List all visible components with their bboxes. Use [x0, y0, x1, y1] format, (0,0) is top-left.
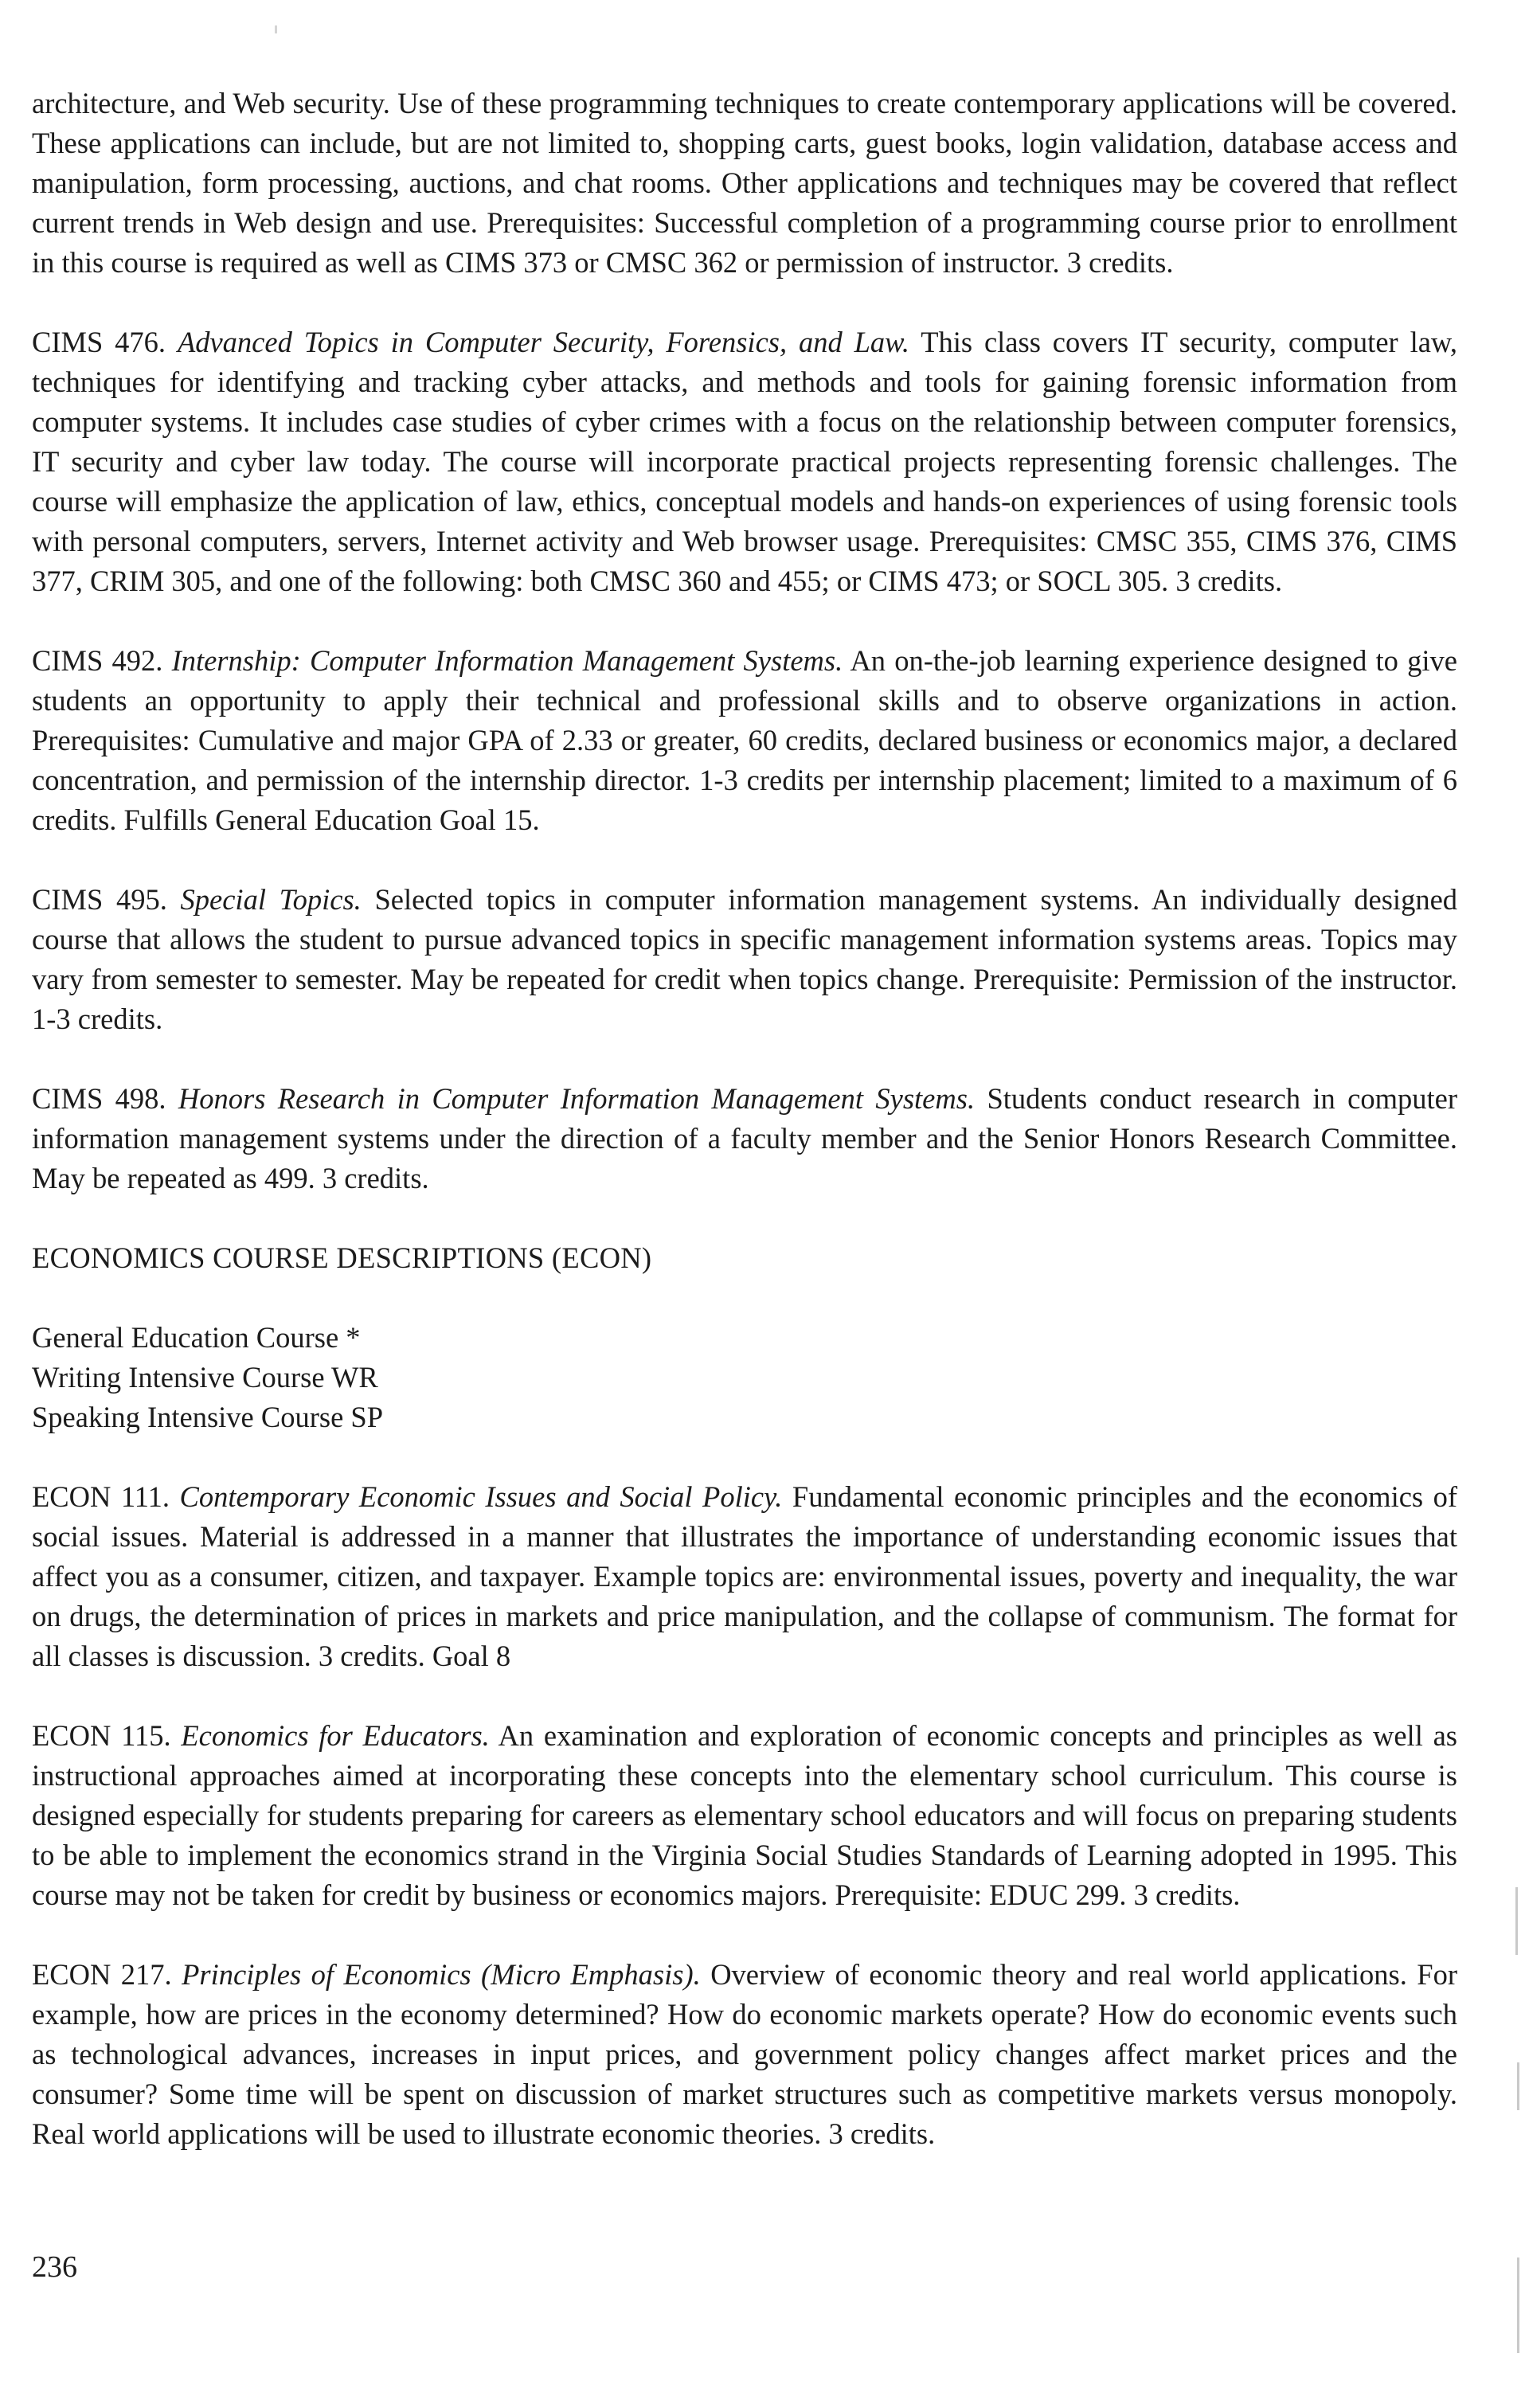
course-description: An examination and exploration of economic concepts and principles as well as instructional approaches aimed at incorporating these concepts into the elementary school curriculum. This course is designed especially for students preparing for careers as elementary school educators and will focus on preparing students to be able to implement the economics strand in the Virginia Social Studies Standards of Learning adopted in 1995. This course may not be taken for credit by business or economics majors. Prerequisite: EDUC 299. 3 credits. [32, 1719, 1457, 1911]
course-title: Contemporary Economic Issues and Social Policy. [179, 1480, 783, 1513]
course-entry-econ-217 [32, 1955, 1457, 2154]
course-title: Advanced Topics in Computer Security, Forensics, and Law. [177, 326, 909, 358]
scan-artifact [275, 25, 277, 33]
course-entry-cims-498 [32, 1079, 1457, 1198]
course-title: Principles of Economics (Micro Emphasis). [182, 1958, 701, 1991]
course-entry-econ-115 [32, 1716, 1457, 1915]
course-code: CIMS 492. [32, 644, 163, 677]
course-entry-cims-492 [32, 641, 1457, 840]
section-heading-econ: ECONOMICS COURSE DESCRIPTIONS (ECON) [32, 1241, 652, 1274]
course-code: CIMS 495. [32, 883, 167, 916]
legend-general-education: General Education Course * [32, 1321, 361, 1354]
course-description: Selected topics in computer information management systems. An individually designed course that allows the student to pursue advanced topics in specific management information systems areas. Topics may vary from semester to semester. May be repeated for credit when topics change. Prerequisite: Permission of the instructor. 1-3 credits. [32, 883, 1458, 1035]
course-code: CIMS 476. [32, 326, 166, 358]
course-description: This class covers IT security, computer law, techniques for identifying and tracking cyber attacks, and methods and tools for gaining forensic information from computer systems. It includes case studies of cyber crimes with a focus on the relationship between computer forensics, IT security and cyber law today. The course will incorporate practical projects representing forensic challenges. The course will emphasize the application of law, ethics, conceptual models and hands-on experiences of using forensic tools with personal computers, servers, Internet activity and Web browser usage. Prerequisites: CMSC 355, CIMS 376, CIMS 377, CRIM 305, and one of the following: both CMSC 360 and 455; or CIMS 473; or SOCL 305. 3 credits. [32, 326, 1458, 597]
course-description: An on-the-job learning experience designed to give students an opportunity to apply their technical and professional skills and to observe organizations in action. Prerequisites: Cumulative and major GPA of 2.33 or greater, 60 credits, declared business or economics major, a declared concentration, and permission of the internship director. 1-3 credits per internship placement; limited to a maximum of 6 credits. Fulfills General Education Goal 15. [32, 644, 1457, 836]
page-number: 236 [32, 2250, 77, 2284]
course-title: Economics for Educators. [181, 1719, 490, 1752]
course-entry-cims-495 [32, 880, 1457, 1039]
legend-speaking-intensive: Speaking Intensive Course SP [32, 1401, 384, 1433]
scan-artifact [1515, 1887, 1518, 1955]
course-entry-cims-476 [32, 322, 1457, 601]
course-title: Internship: Computer Information Management Systems. [171, 644, 843, 677]
course-code: CIMS 498. [32, 1082, 166, 1115]
course-entry-econ-111 [32, 1477, 1457, 1676]
course-title: Honors Research in Computer Information Management Systems. [178, 1082, 976, 1115]
course-code: ECON 115. [32, 1719, 171, 1752]
scan-artifact [1517, 2062, 1519, 2110]
scan-artifact [1517, 2258, 1519, 2353]
legend-writing-intensive: Writing Intensive Course WR [32, 1361, 378, 1394]
course-description: Overview of economic theory and real world applications. For example, how are prices in the economy determined? How do economic markets operate? How do economic events such as technological advances, increases in input prices, and government policy changes affect market prices and the consumer? Some time will be spent on discussion of market structures such as competitive markets versus monopoly. Real world applications will be used to illustrate economic theories. 3 credits. [32, 1958, 1458, 2150]
course-code: ECON 217. [32, 1958, 172, 1991]
course-description: Students conduct research in computer information management systems under the direction of a faculty member and the Senior Honors Research Committee. May be repeated as 499. 3 credits. [32, 1082, 1457, 1194]
course-code: ECON 111. [32, 1480, 170, 1513]
course-description: Fundamental economic principles and the economics of social issues. Material is addressed in a manner that illustrates the importance of understanding economic issues that affect you as a consumer, citizen, and taxpayer. Example topics are: environmental issues, poverty and inequality, the war on drugs, the determination of prices in markets and price manipulation, and the collapse of communism. The format for all classes is discussion. 3 credits. Goal 8 [32, 1480, 1458, 1672]
course-type-legend [32, 1318, 1457, 1437]
catalog-page [32, 84, 1457, 2154]
intro-paragraph: architecture, and Web security. Use of these programming techniques to create contemporary applications will be covered. These applications can include, but are not limited to, shopping carts, guest books, login validation, database access and manipulation, form processing, auctions, and chat rooms. Other applications and techniques may be covered that reflect current trends in Web design and use. Prerequisites: Successful completion of a programming course prior to enrollment in this course is required as well as CIMS 373 or CMSC 362 or permission of instructor. 3 credits. [32, 87, 1457, 279]
course-title: Special Topics. [180, 883, 362, 916]
